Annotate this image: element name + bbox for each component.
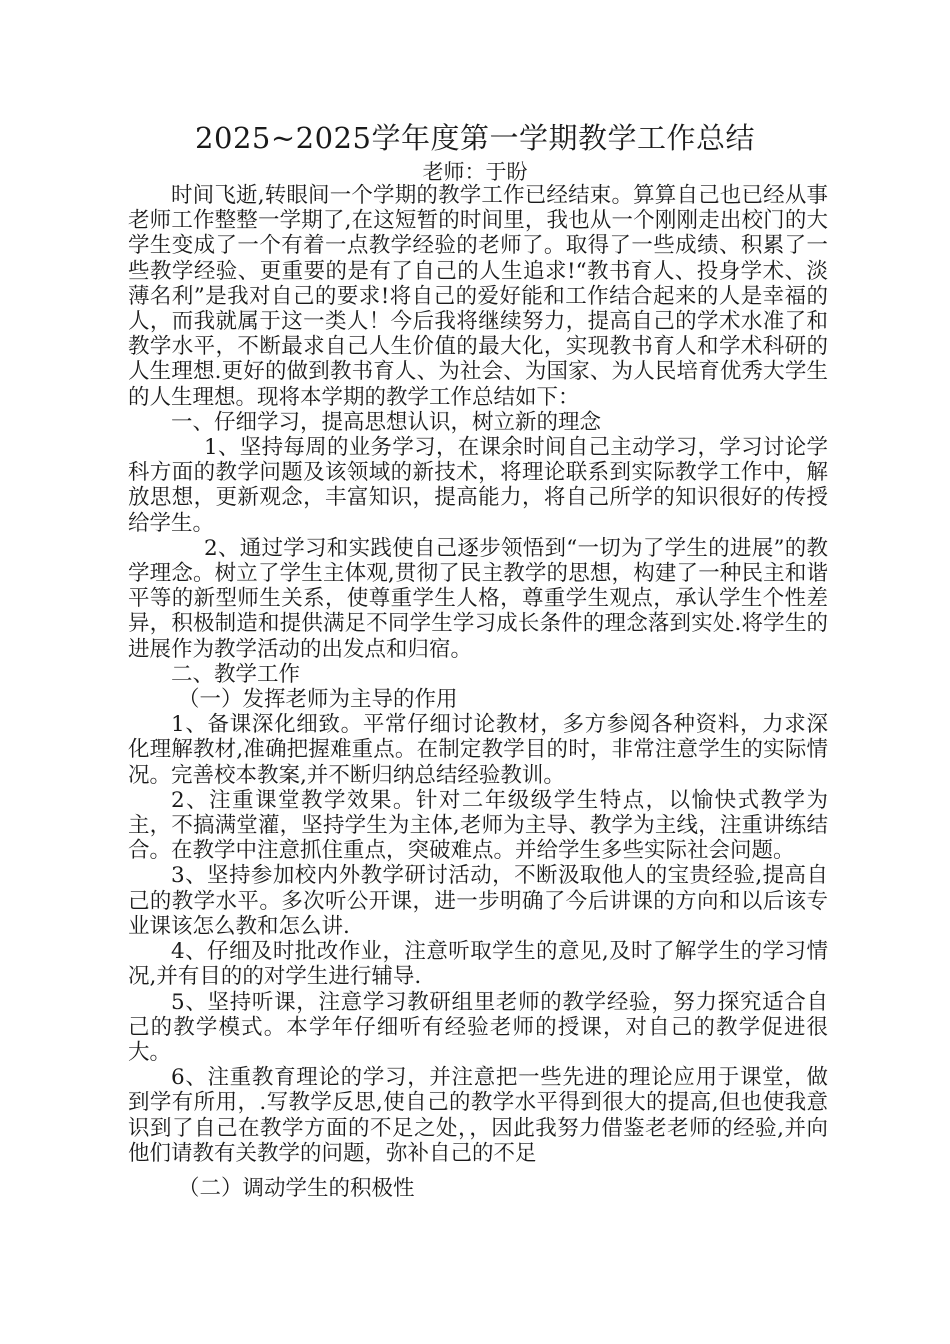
document-body bbox=[128, 183, 828, 1201]
document-author: 老师：于盼 bbox=[422, 160, 528, 184]
paragraph-2-3: 3、坚持参加校内外教学研讨活动，不断汲取他人的宝贵经验,提高自己的教学水平。多次听公开课，进一步明确了今后讲课的方向和以后该专业课该怎么教和怎么讲. bbox=[128, 863, 828, 939]
paragraph-2-5: 5、坚持听课，注意学习教研组里老师的教学经验，努力探究适合自己的教学模式。本学年仔细听有经验老师的授课，对自己的教学促进很大。 bbox=[128, 989, 828, 1065]
paragraph-2-2: 2、注重课堂教学效果。针对二年级级学生特点，以愉快式教学为主，不搞满堂灌，坚持学生为主体,老师为主导、教学为主线，注重讲练结合。在教学中注意抓住重点，突破难点。并给学生多些实际社会问题。 bbox=[128, 787, 828, 864]
document-title: 2025~2025学年度第一学期教学工作总结 bbox=[195, 121, 755, 155]
paragraph-2-4: 4、仔细及时批改作业，注意听取学生的意见,及时了解学生的学习情况,并有目的的对学生进行辅导. bbox=[128, 939, 828, 990]
paragraph-1-1: 1、坚持每周的业务学习，在课余时间自己主动学习，学习讨论学科方面的教学问题及该领域的新技术，将理论联系到实际教学工作中，解放思想，更新观念，丰富知识，提高能力，将自己所学的知识很好的传授给学生。 bbox=[128, 435, 828, 536]
subsection-heading-1: （一）发挥老师为主导的作用 bbox=[178, 687, 458, 713]
section-heading-2: 二、教学工作 bbox=[171, 661, 301, 687]
section-heading-1: 一、仔细学习，提高思想认识，树立新的理念 bbox=[171, 409, 602, 435]
paragraph-2-1: 1、备课深化细致。平常仔细讨论教材，多方参阅各种资料，力求深化理解教材,准确把握难重点。在制定教学目的时，非常注意学生的实际情况。完善校本教案,并不断归纳总结经验教训。 bbox=[128, 712, 828, 788]
subsection-heading-2: （二）调动学生的积极性 bbox=[178, 1175, 415, 1201]
paragraph-1-2: 2、通过学习和实践使自己逐步领悟到“一切为了学生的进展”的教学理念。树立了学生主体观,贯彻了民主教学的思想，构建了一种民主和谐平等的新型师生关系，使尊重学生人格，尊重学生观点，承认学生个性差异，积极制造和提供满足不同学生学习成长条件的理念落到实处.将学生的进展作为教学活动的出发点和归宿。 bbox=[128, 535, 828, 662]
intro-paragraph: 时间飞逝,转眼间一个学期的教学工作已经结束。算算自己也已经从事老师工作整整一学期了,在这短暂的时间里，我也从一个刚刚走出校门的大学生变成了一个有着一点教学经验的老师了。取得了一些成绩、积累了一些教学经验、更重要的是有了自己的人生追求!“教书育人、投身学术、淡薄名利”是我对自己的要求!将自己的爱好能和工作结合起来的人是幸福的人，而我就属于这一类人！今后我将继续努力，提高自己的学术水准了和教学水平，不断最求自己人生价值的最大化，实现教书育人和学术科研的人生理想.更好的做到教书育人、为社会、为国家、为人民培育优秀大学生的人生理想。现将本学期的教学工作总结如下： bbox=[128, 183, 828, 410]
paragraph-2-6: 6、注重教育理论的学习，并注意把一些先进的理论应用于课堂，做到学有所用，.写教学反思,使自己的教学水平得到很大的提高,但也使我意识到了自己在教学方面的不足之处，，因此我努力借鉴老老师的经验,并向他们请教有关教学的问题，弥补自己的不足 bbox=[128, 1065, 828, 1166]
